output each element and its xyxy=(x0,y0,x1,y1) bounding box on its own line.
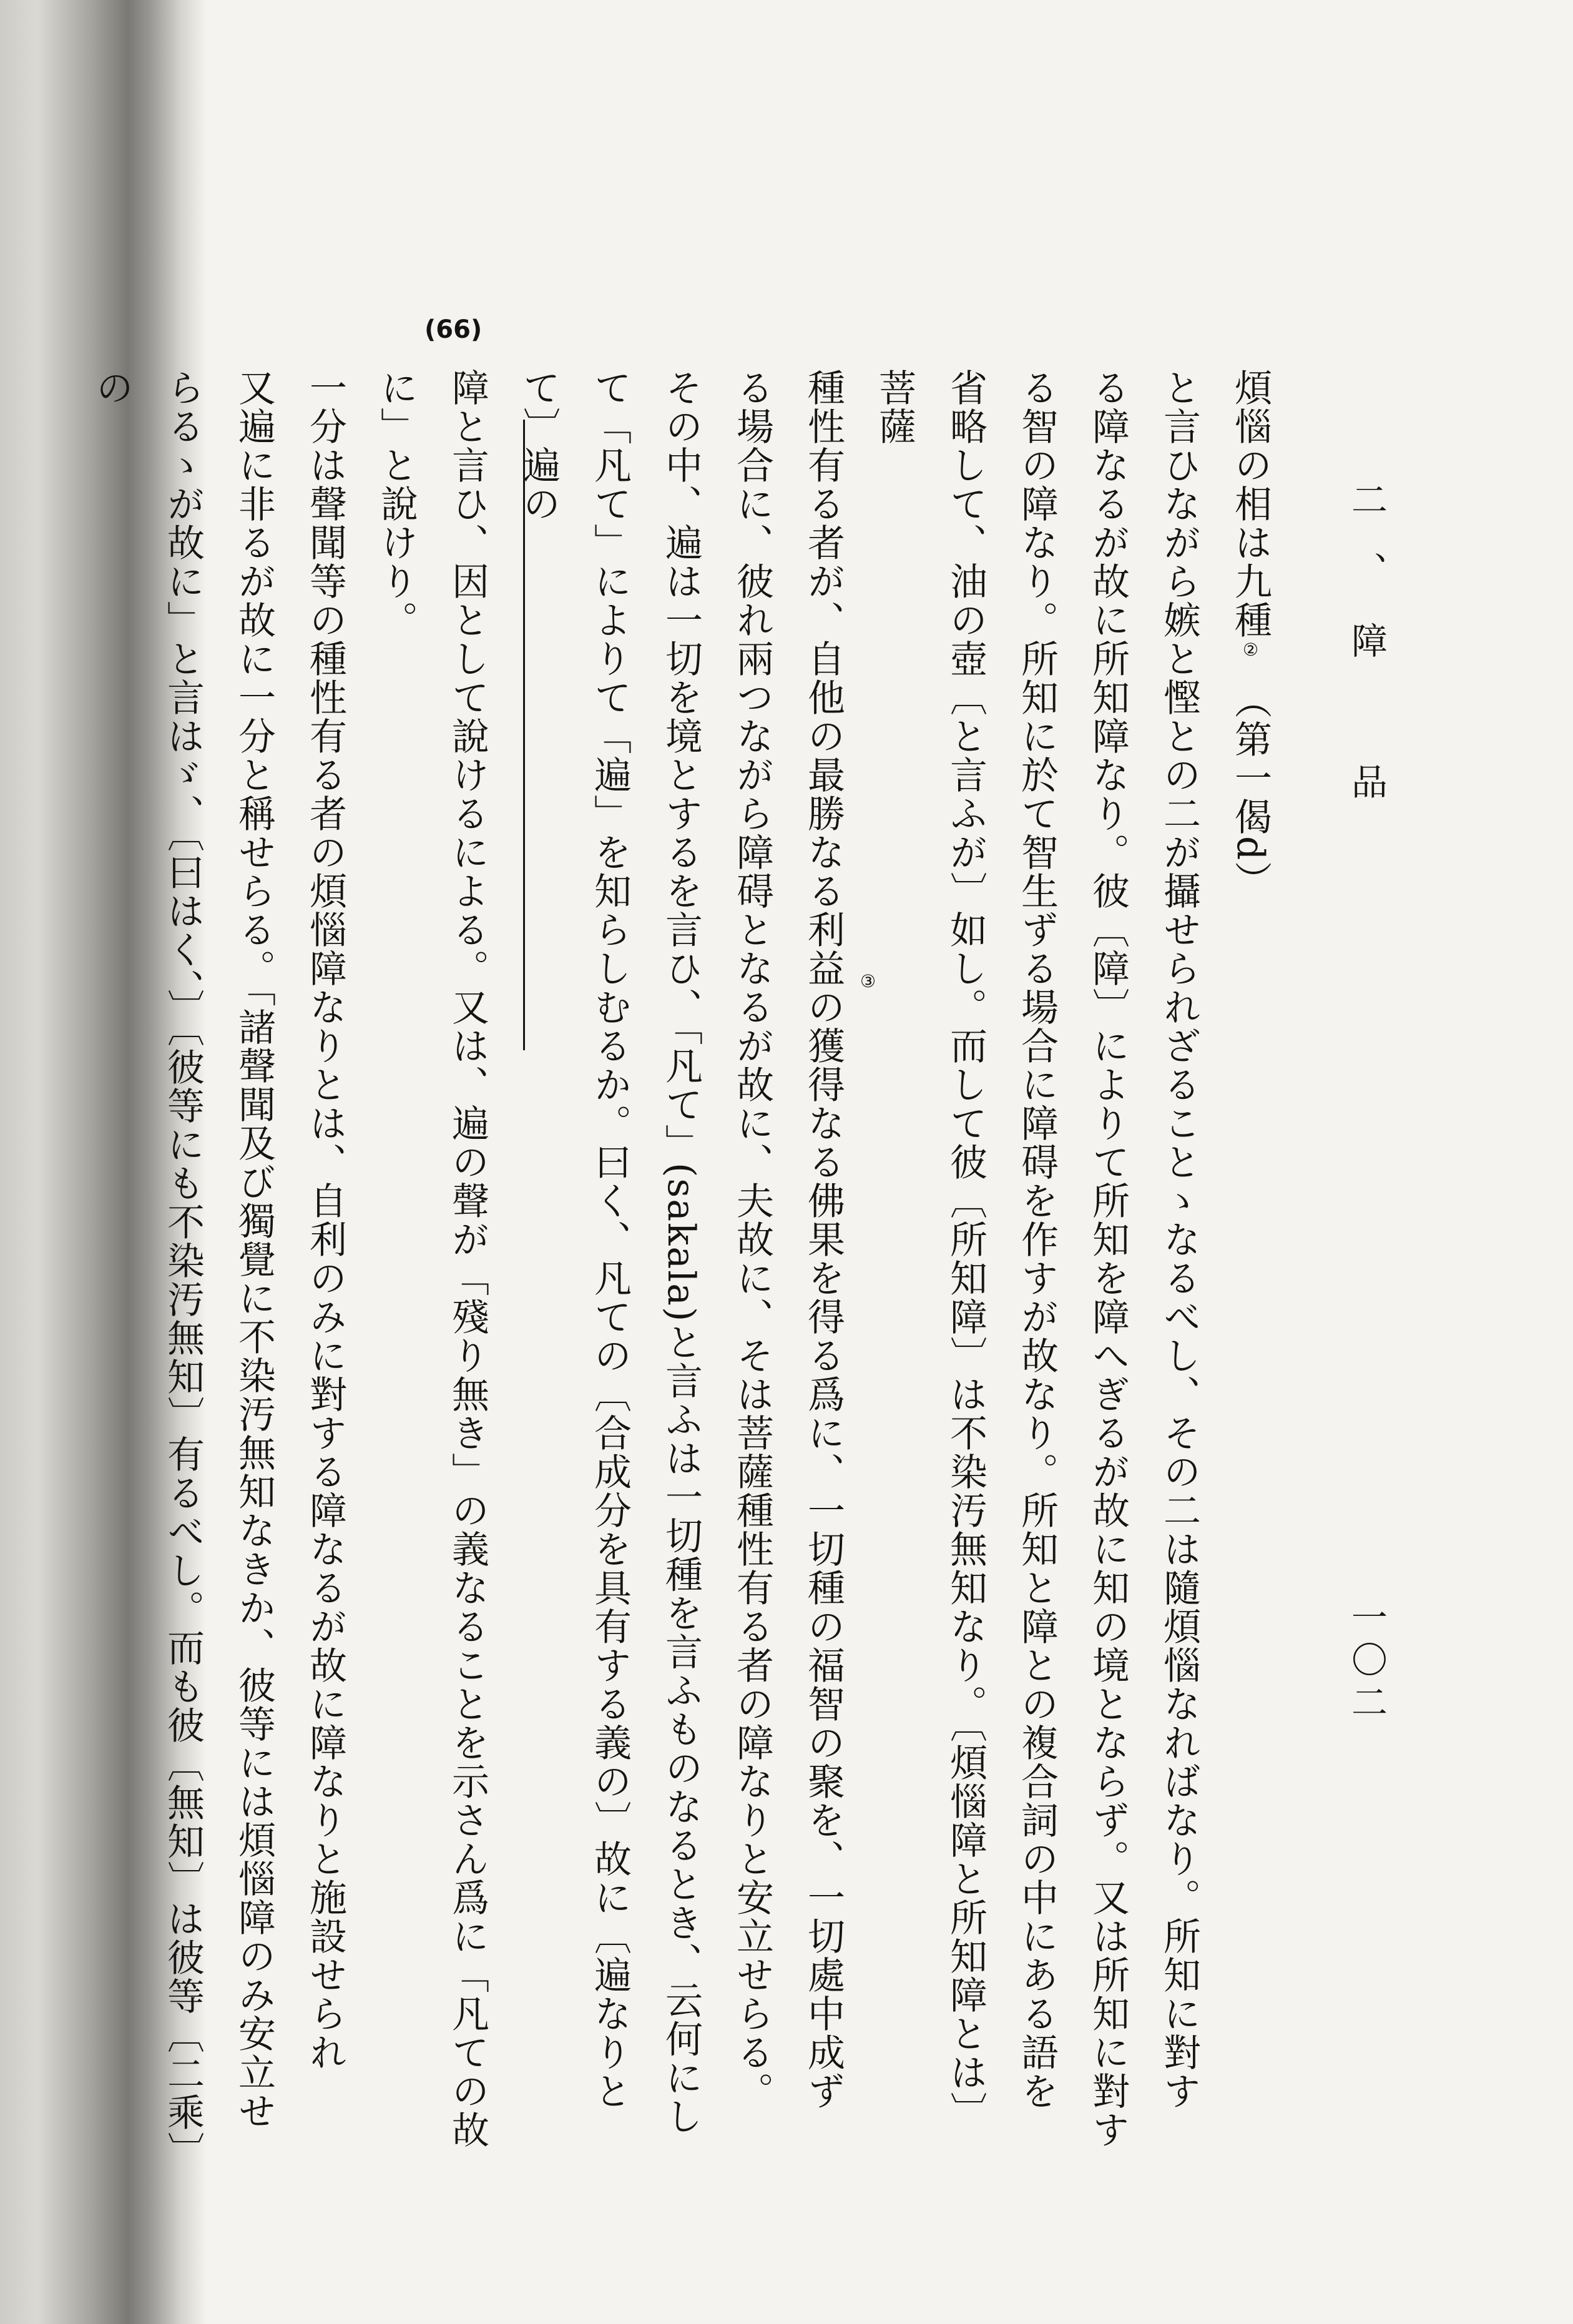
section-title: 煩惱の相は九種 xyxy=(1228,368,1272,639)
text-line: る場合に、彼れ兩つながら障碍となるが故に、夫故に、そは菩薩種性有る者の障なりと安立せらる。 xyxy=(730,368,774,2110)
text-line: 省略して、油の壺〔と言ふが〕如し。而して彼〔所知障〕は不染汚無知なり。〔煩惱障と所知障とは〕菩薩 xyxy=(873,368,987,2130)
text-line: 種性有る者が、自他の最勝なる利益の獲得なる佛果を得る爲に、一切種の福智の聚を、一切處中成ず xyxy=(801,368,845,2110)
commentary-paragraph xyxy=(76,368,361,2167)
page-number: 一〇二 xyxy=(1345,1598,1388,1726)
text-line: と言ひながら嫉と慳との二が攝せられざることゝなるべし、その二は隨煩惱なればなり。所知に對す xyxy=(1157,368,1201,2110)
text-line: る障なるが故に所知障なり。彼〔障〕によりて所知を障へぎるが故に知の境とならず。又は所知に對す xyxy=(1086,368,1130,2149)
text-line: る智の障なり。所知に於て智生ずる場合に障碍を作すが故なり。所知と障との複合詞の中にある語を xyxy=(1015,368,1059,2110)
verse-reference: （第一偈d） xyxy=(1228,700,1272,900)
paragraph xyxy=(361,368,1215,2167)
text-line: その中、遍は一切を境とするを言ひ、「凡て」(sakala)と言ふは一切種を言ふものなるとき、云何にし xyxy=(659,368,703,2136)
text-line: て「凡て」によりて「遍」を知らしむるか。曰く、凡ての〔合成分を具有する義の〕故に〔遍なりとて〕遍の xyxy=(517,368,632,2110)
note-mark: ② xyxy=(1240,639,1261,661)
text-line: らるゝが故に」と言はゞ、〔曰はく、〕〔彼等にも不染汚無知〕有るべし。而も彼〔無知〕は彼等〔二乘〕の xyxy=(90,368,205,2152)
running-header-chapter: 二、障 品 xyxy=(1345,481,1388,834)
text-line: 一分は聲聞等の種性有る者の煩惱障なりとは、自利のみに對する障なるが故に障なりと施設せられ xyxy=(303,368,347,2072)
text-line: に」と說けり。 xyxy=(375,368,418,639)
marginal-number: (66) xyxy=(424,315,483,344)
main-text xyxy=(90,368,1286,2167)
text-line: 又遍に非るが故に一分と稱せらる。「諸聲聞及び獨覺に不染汚無知なきか、彼等には煩惱障のみ安立せ xyxy=(232,368,276,2130)
inline-note-mark: ③ xyxy=(860,971,876,992)
text-line: 障と言ひ、因として說けるによる。又は、遍の聲が「殘り無き」の義なることを示さん爲に「凡ての故 xyxy=(446,368,489,2149)
section-heading xyxy=(1215,368,1286,2167)
